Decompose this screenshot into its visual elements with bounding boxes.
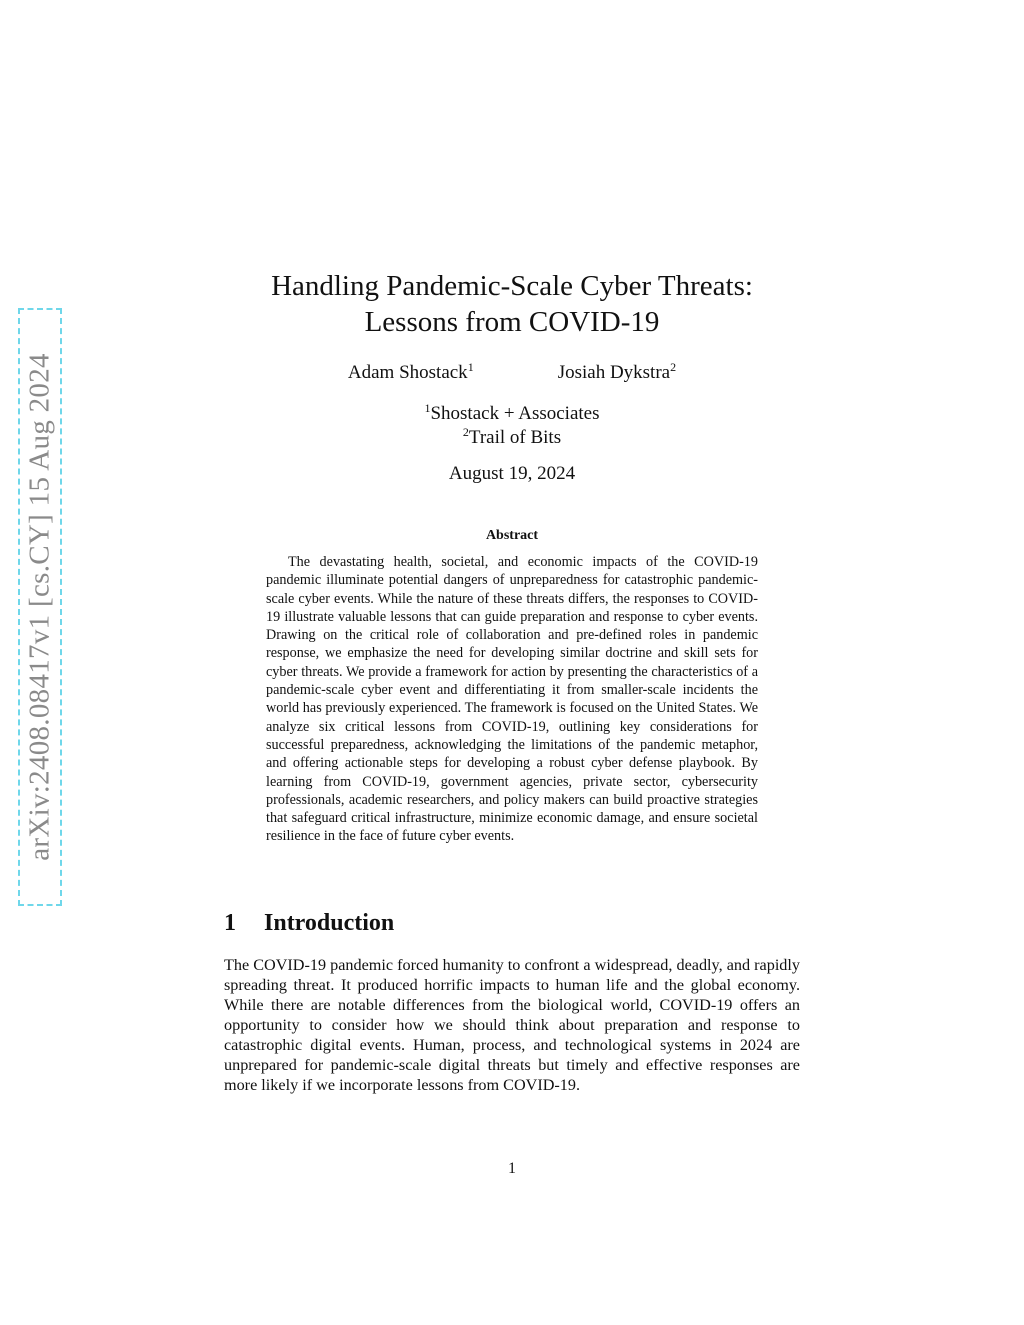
section-heading-introduction — [224, 910, 804, 937]
page-number: 1 — [508, 1160, 516, 1177]
affiliation-1 — [200, 402, 824, 426]
affiliation-name: Trail of Bits — [468, 427, 562, 448]
title-line-1: Handling Pandemic-Scale Cyber Threats: — [271, 270, 753, 302]
author-name: Josiah Dykstra — [557, 362, 671, 383]
author-affiliation-mark: 1 — [467, 360, 474, 374]
arxiv-identifier-stamp[interactable] — [18, 308, 62, 906]
abstract-body: The devastating health, societal, and economic impacts of the COVID-19 pandemic illuminate potential dangers of unpreparedness for catastrophic pandemic-scale cyber events. While the nature of these threats differs, the responses to COVID-19 illustrate valuable lessons that can guide preparation and response to cyber events. Drawing on the critical role of collaboration and pre-defined roles in pandemic response, we emphasize the need for developing similar doctrine and skill sets for cyber threats. We provide a framework for action by presenting the characteristics of a pandemic-scale cyber event and differentiating it from smaller-scale incidents the world has previously experienced. The framework is focused on the United States. We analyze six critical lessons from COVID-19, outlining key considerations for successful preparedness, acknowledging the limitations of the pandemic metaphor, and offering actionable steps for developing a robust cyber defense playbook. By learning from COVID-19, government agencies, private sector, cybersecurity professionals, academic researchers, and policy makers can build proactive strategies that safeguard critical infrastructure, minimize economic damage, and ensure societal resilience in the face of future cyber events. — [266, 554, 758, 845]
paper-date: August 19, 2024 — [448, 463, 576, 484]
affiliation-name: Shostack + Associates — [430, 403, 600, 424]
author-list — [200, 362, 824, 384]
author-1 — [348, 362, 474, 384]
section-title: Introduction — [264, 910, 395, 936]
author-name: Adam Shostack — [347, 362, 468, 383]
paper-title — [200, 268, 824, 340]
affiliation-list — [200, 402, 824, 450]
affiliation-mark: 1 — [424, 401, 431, 415]
section-number: 1 — [224, 910, 236, 936]
title-line-2: Lessons from COVID-19 — [364, 306, 660, 338]
abstract-heading: Abstract — [485, 528, 539, 543]
affiliation-mark: 2 — [462, 425, 469, 439]
author-2 — [558, 362, 676, 384]
affiliation-2 — [200, 426, 824, 450]
author-affiliation-mark: 2 — [670, 360, 677, 374]
arxiv-identifier-text: arXiv:2408.08417v1 [cs.CY] 15 Aug 2024 — [23, 353, 56, 861]
introduction-paragraph: The COVID-19 pandemic forced humanity to confront a widespread, deadly, and rapidly spreading threat. It produced horrific impacts to human life and the global economy. While there are notable differences from the biological world, COVID-19 offers an opportunity to consider how we should think about preparation and response to catastrophic digital events. Human, process, and technological systems in 2024 are unprepared for pandemic-scale digital threats but timely and effective responses are more likely if we incorporate lessons from COVID-19. — [224, 956, 800, 1094]
